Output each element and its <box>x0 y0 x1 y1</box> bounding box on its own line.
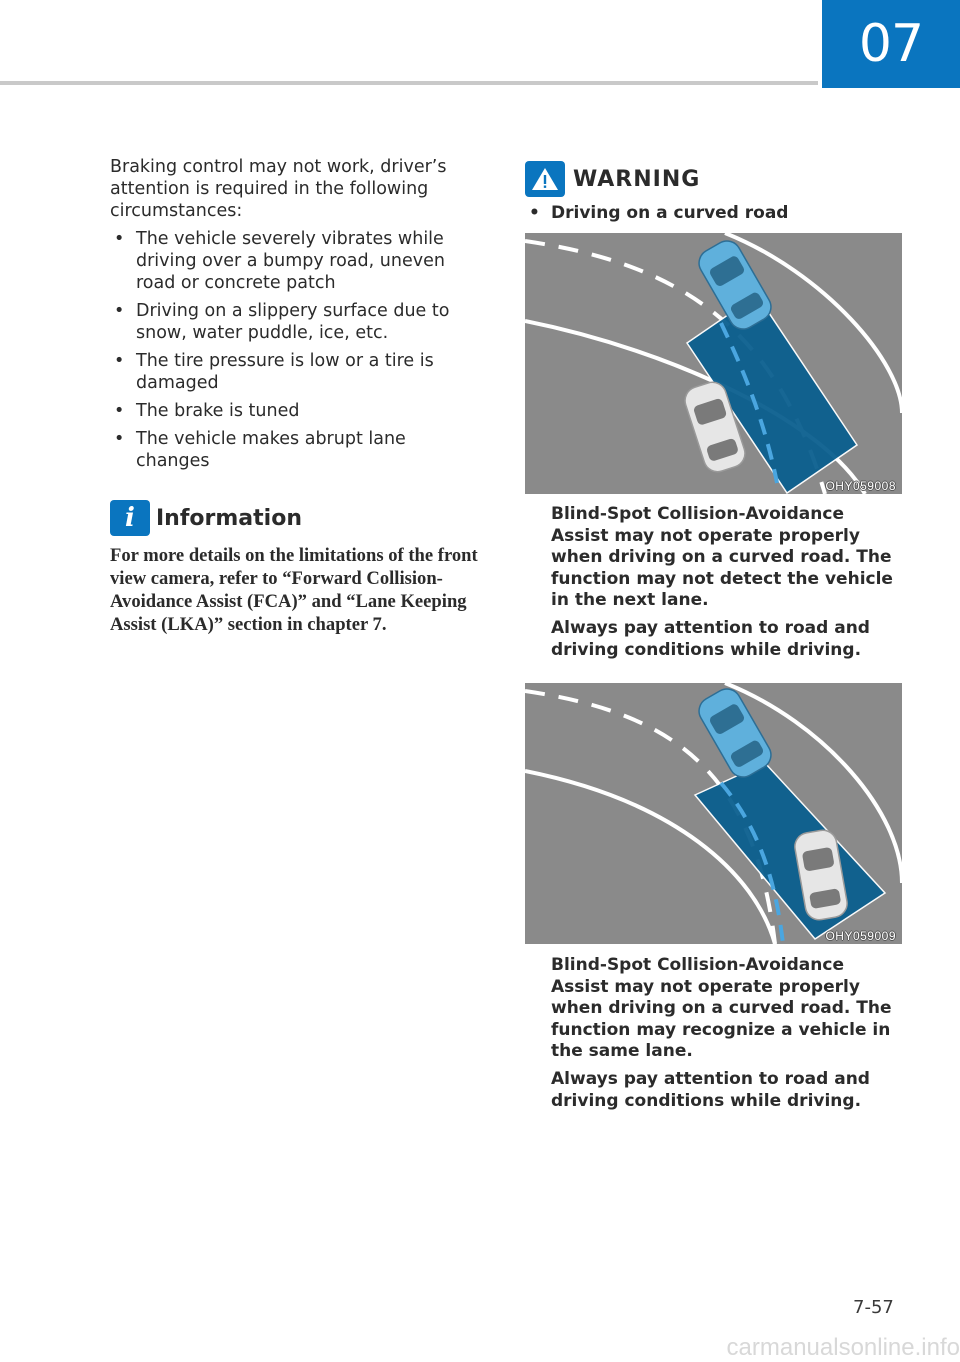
figure-curved-road-next-lane <box>525 233 902 494</box>
caption-text: Blind-Spot Collision-Avoidance Assist may not operate properly when driving on a curved road. The function may recognize a vehicle in the same lane. <box>551 955 892 1062</box>
figure-caption <box>551 504 901 667</box>
watermark: carmanualsonline.info <box>726 1334 960 1361</box>
warning-triangle-icon <box>525 161 565 197</box>
header-rule <box>0 81 818 85</box>
list-item: • The vehicle makes abrupt lane changes <box>114 429 406 471</box>
bullet-dot-icon: • <box>529 203 540 223</box>
warning-bullet: • Driving on a curved road <box>529 203 789 223</box>
list-item: • The brake is tuned <box>114 401 300 421</box>
figure-code: OHY059009 <box>825 929 896 943</box>
left-column <box>110 156 480 636</box>
bullet-dot-icon: • <box>114 401 125 421</box>
list-item: • The vehicle severely vibrates while driving over a bumpy road, uneven road or concrete patch <box>114 229 445 293</box>
bullet-dot-icon: • <box>114 229 125 249</box>
circumstance-list <box>110 228 480 472</box>
warning-heading <box>525 160 905 198</box>
warning-title: WARNING <box>573 166 701 192</box>
bullet-dot-icon: • <box>114 429 125 449</box>
information-heading <box>110 500 480 536</box>
bullet-dot-icon: • <box>114 301 125 321</box>
information-title: Information <box>156 505 302 531</box>
information-body: For more details on the limitations of the front view camera, refer to “Forward Collision-Avoidance Assist (FCA)” and “Lane Keeping Assist (LKA)” section in chapter 7. <box>110 545 478 635</box>
figure-caption <box>551 955 901 1118</box>
caption-note: Always pay attention to road and driving conditions while driving. <box>551 617 870 660</box>
page-number: 7-57 <box>853 1297 894 1318</box>
list-item: • The tire pressure is low or a tire is damaged <box>114 351 434 393</box>
right-column <box>525 160 905 1111</box>
bullet-dot-icon: • <box>114 351 125 371</box>
figure-code: OHY059008 <box>825 479 896 493</box>
intro-text: Braking control may not work, driver’s attention is required in the following circumstances: <box>110 157 447 221</box>
caption-note: Always pay attention to road and driving conditions while driving. <box>551 1068 870 1111</box>
chapter-tab: 07 <box>822 0 960 88</box>
list-item: • Driving on a slippery surface due to snow, water puddle, ice, etc. <box>114 301 450 343</box>
figure-curved-road-same-lane <box>525 683 902 944</box>
info-icon: i <box>110 500 150 536</box>
caption-text: Blind-Spot Collision-Avoidance Assist may not operate properly when driving on a curved road. The function may not detect the vehicle in the next lane. <box>551 504 893 611</box>
